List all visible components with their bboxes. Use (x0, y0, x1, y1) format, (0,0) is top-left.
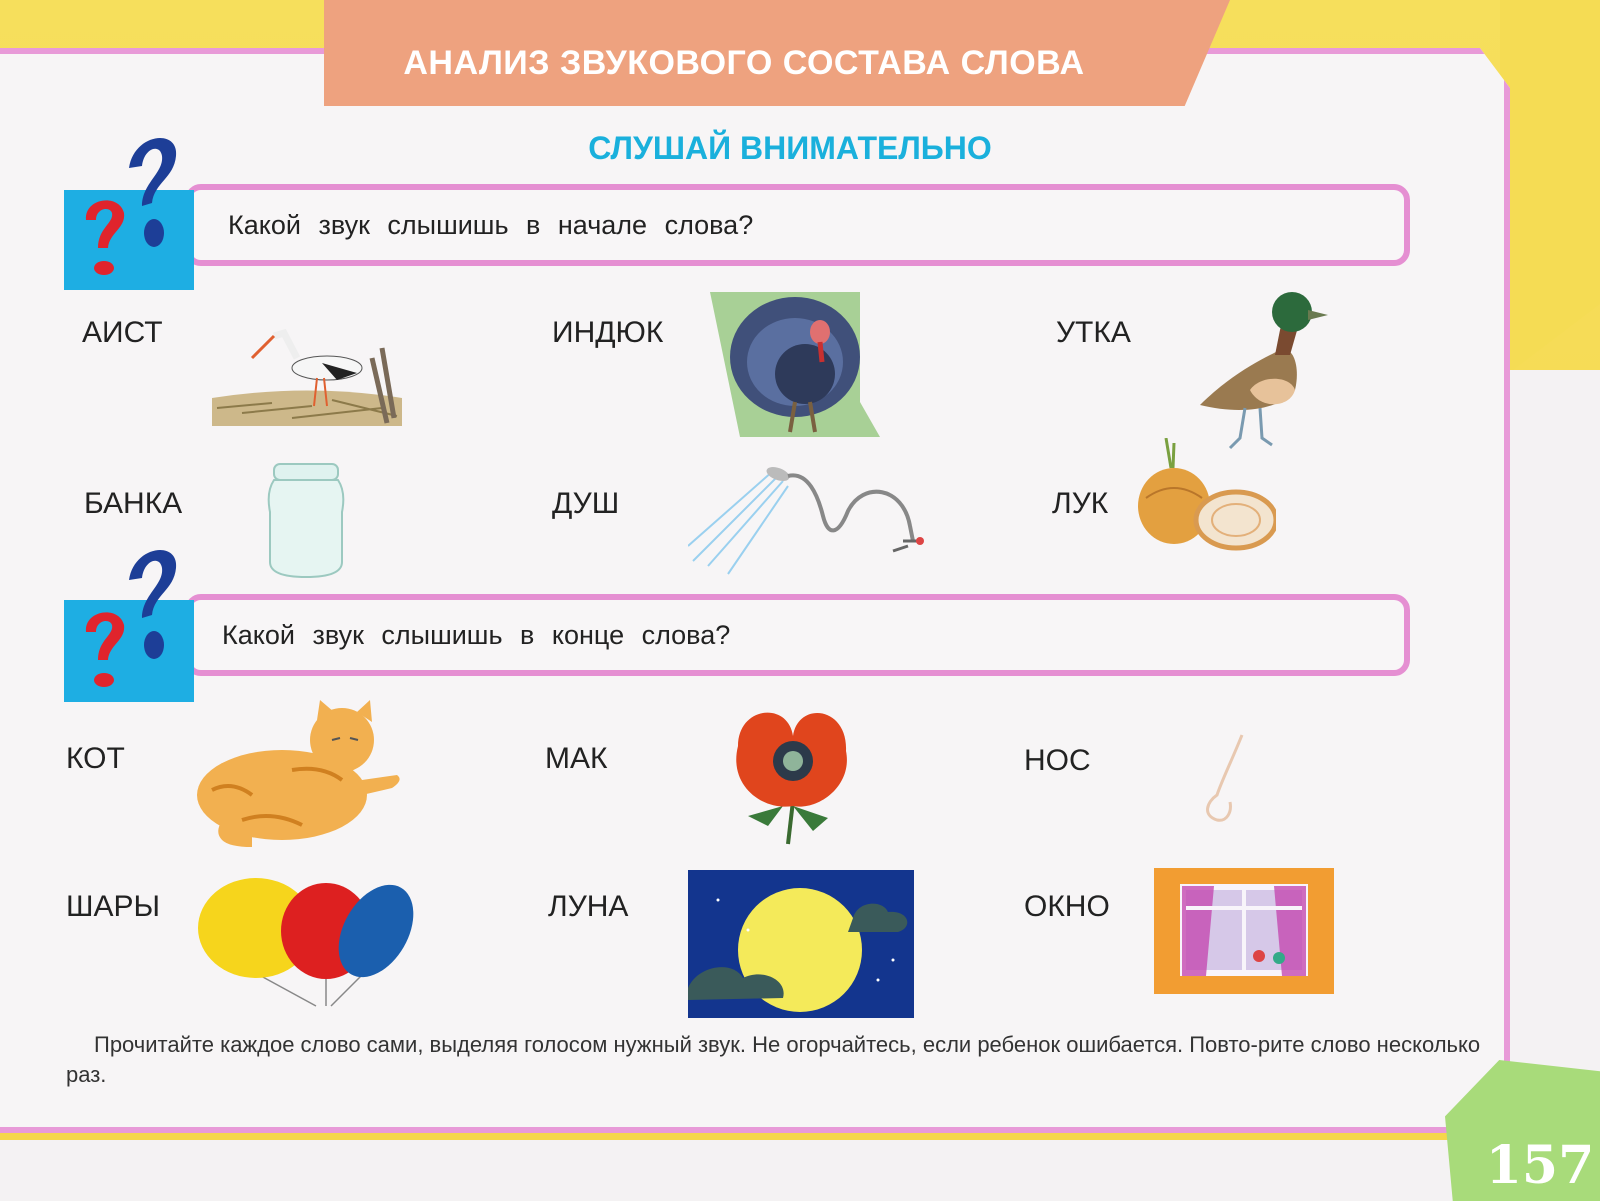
poppy-image (728, 706, 858, 851)
moon-image (688, 870, 914, 1023)
cat-image (192, 700, 412, 855)
question-mark-icon (64, 540, 194, 705)
word-utka: УТКА (1056, 316, 1131, 349)
stork-image (212, 328, 402, 433)
word-luna: ЛУНА (548, 890, 629, 923)
word-nos: НОС (1024, 744, 1091, 777)
balloons-image (196, 876, 421, 1016)
question-end-text: Какой звук слышишь в конце слова? (222, 620, 731, 650)
page-number: 157 (1485, 1135, 1595, 1196)
word-kot: КОТ (66, 742, 125, 775)
nose-image (1192, 730, 1262, 835)
window-image (1154, 868, 1334, 999)
word-banka: БАНКА (84, 487, 183, 520)
page-title: АНАЛИЗ ЗВУКОВОГО СОСТАВА СЛОВА (403, 44, 1085, 82)
question-mark-icon (64, 128, 194, 293)
question-start-text: Какой звук слышишь в начале слова? (228, 210, 754, 240)
word-aist: АИСТ (82, 316, 163, 349)
background-bottom (0, 1140, 1600, 1201)
word-luk: ЛУК (1052, 487, 1109, 520)
word-mak: МАК (545, 742, 608, 775)
word-shary: ШАРЫ (66, 890, 161, 923)
word-indyuk: ИНДЮК (552, 316, 664, 349)
page-subtitle: СЛУШАЙ ВНИМАТЕЛЬНО (588, 130, 992, 166)
jar-image (266, 462, 346, 587)
instruction-text: Прочитайте каждое слово сами, выделяя голосом нужный звук. Не огорчайтесь, если ребенок ошибается. Повто-рите слово несколько раз. (66, 1032, 1481, 1087)
onion-image (1136, 438, 1276, 563)
shower-image (688, 466, 948, 581)
word-dush: ДУШ (552, 487, 620, 520)
word-okno: ОКНО (1024, 890, 1110, 923)
turkey-image (710, 292, 890, 447)
